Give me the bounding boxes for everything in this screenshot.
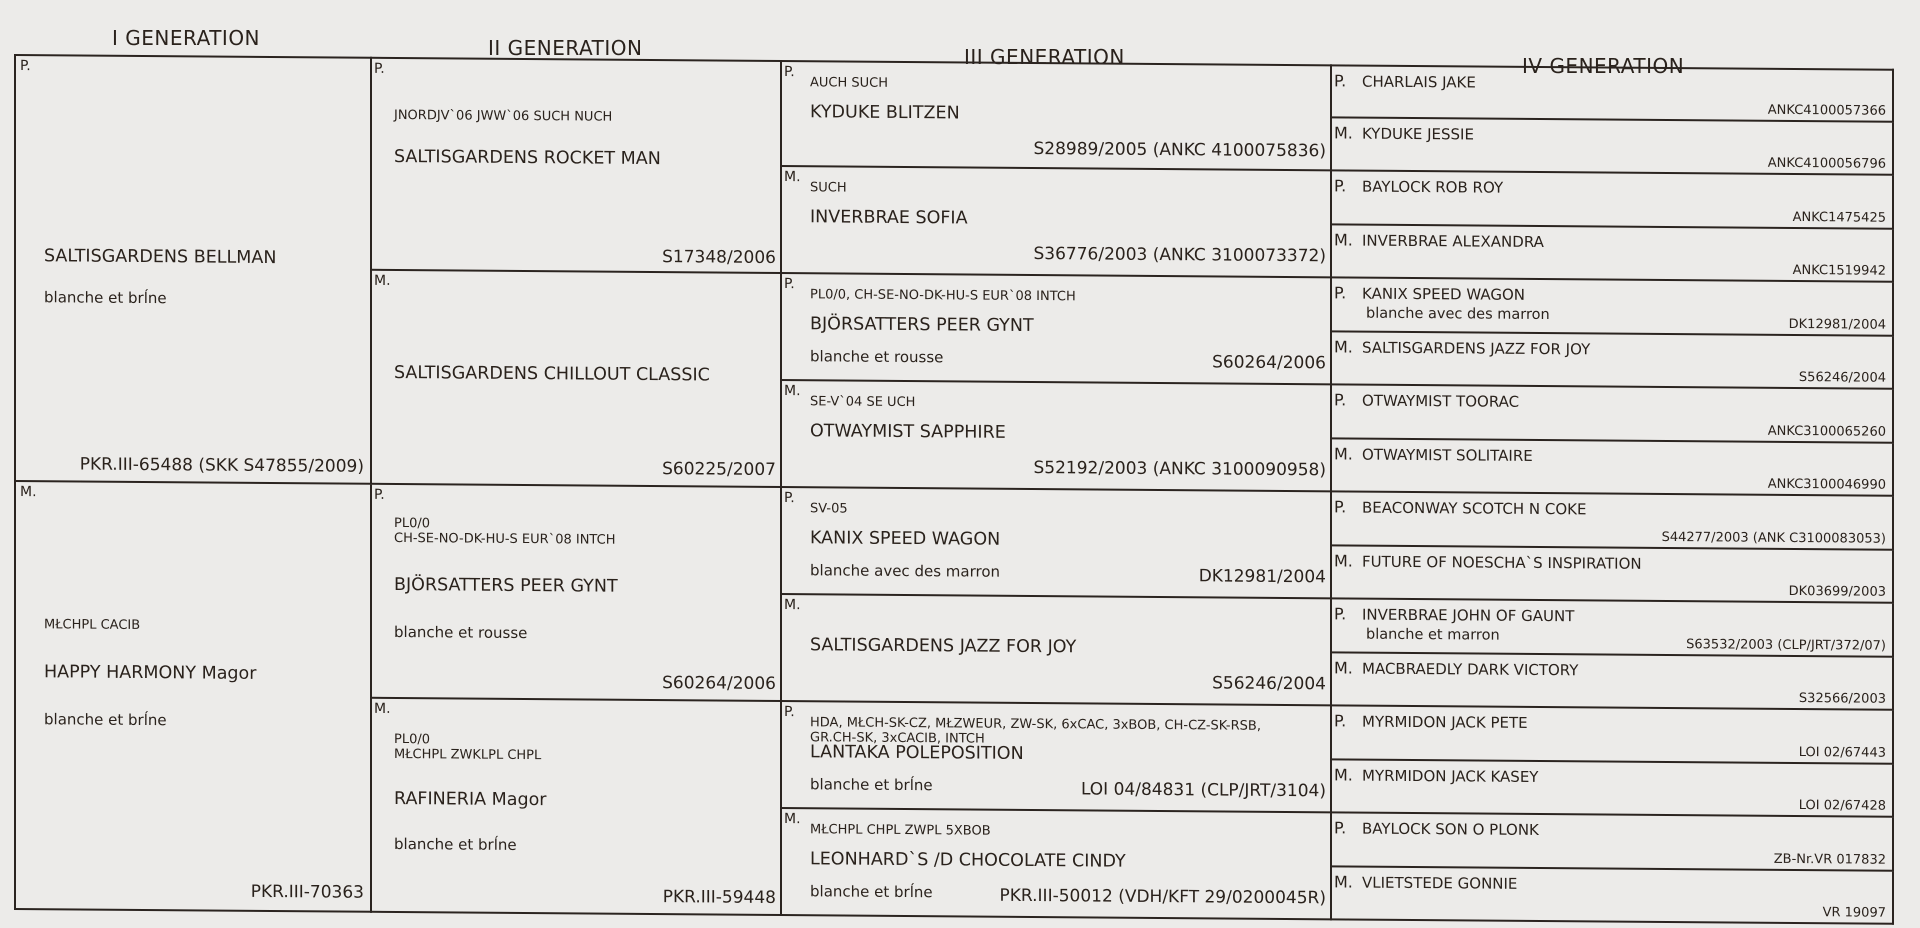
registration-number: DK12981/2004	[1198, 566, 1326, 588]
dog-name: FUTURE OF NOESCHA`S INSPIRATION	[1362, 552, 1642, 573]
coat-color: blanche et brĺne	[394, 834, 517, 854]
gen3-cell	[780, 595, 1332, 706]
registration-number: S44277/2003 (ANK C3100083053)	[1661, 529, 1886, 547]
registration-number: S28989/2005 (ANKC 4100075836)	[1033, 139, 1326, 162]
title-text: SE-V`04 SE UCH	[810, 394, 916, 411]
parent-marker: P.	[1334, 71, 1347, 91]
gen4-cell	[1330, 118, 1894, 176]
gen3-cell	[780, 702, 1332, 813]
coat-color: blanche avec des marron	[810, 561, 1001, 581]
coat-color: blanche et marron	[1366, 626, 1500, 644]
dog-name: SALTISGARDENS BELLMAN	[44, 246, 277, 269]
gen4-cell	[1330, 653, 1894, 711]
title-text: MŁCHPL CHPL ZWPL 5XBOB	[810, 822, 991, 839]
registration-number: ANKC4100057366	[1767, 102, 1886, 119]
registration-number: PKR.III-70363	[250, 881, 364, 903]
gen2-cell	[370, 485, 782, 702]
gen4-cell	[1330, 546, 1894, 604]
parent-marker: M.	[1334, 764, 1353, 785]
dog-name: CHARLAIS JAKE	[1362, 72, 1476, 92]
parent-marker: P.	[374, 486, 385, 503]
dog-name: INVERBRAE ALEXANDRA	[1362, 231, 1544, 251]
title-text: PL0/0, CH-SE-NO-DK-HU-S EUR`08 INTCH	[810, 287, 1076, 305]
gen3-cell	[780, 381, 1332, 492]
dog-name: VLIETSTEDE GONNIE	[1362, 873, 1518, 893]
registration-number: S52192/2003 (ANKC 3100090958)	[1033, 458, 1326, 481]
gen3-cell	[780, 488, 1332, 599]
header-generation-3: III GENERATION	[964, 45, 1125, 69]
gen4-cell	[1330, 278, 1894, 336]
dog-name: KANIX SPEED WAGON	[1362, 284, 1526, 304]
dog-name: INVERBRAE SOFIA	[810, 207, 968, 229]
parent-marker: M.	[1334, 336, 1353, 357]
registration-number: PKR.III-59448	[662, 887, 776, 908]
dog-name: BJÖRSATTERS PEER GYNT	[810, 314, 1034, 337]
registration-number: VR 19097	[1822, 905, 1886, 921]
parent-marker: M.	[20, 484, 37, 501]
parent-marker: M.	[784, 811, 801, 828]
gen4-cell	[1330, 225, 1894, 283]
parent-marker: M.	[1334, 122, 1353, 143]
registration-number: ZB-Nr.VR 017832	[1773, 851, 1886, 868]
dog-name: MACBRAEDLY DARK VICTORY	[1362, 659, 1579, 679]
parent-marker: P.	[784, 490, 795, 507]
registration-number: ANKC3100046990	[1767, 476, 1886, 493]
parent-marker: P.	[784, 64, 795, 81]
gen1-cell	[14, 54, 372, 485]
dog-name: BAYLOCK ROB ROY	[1362, 177, 1504, 197]
gen2-cell	[370, 57, 782, 274]
parent-marker: M.	[784, 383, 801, 400]
parent-marker: P.	[1334, 818, 1347, 838]
header-generation-2: II GENERATION	[488, 36, 643, 60]
parent-marker: P.	[20, 58, 31, 75]
title-text: AUCH SUCH	[810, 75, 889, 91]
gen3-cell	[780, 809, 1332, 920]
parent-marker: P.	[1334, 390, 1347, 410]
parent-marker: M.	[374, 700, 391, 717]
gen4-cell	[1330, 492, 1894, 550]
gen3-cell	[780, 60, 1332, 171]
parent-marker: M.	[1334, 443, 1353, 464]
gen4-cell	[1330, 599, 1894, 657]
gen4-cell	[1330, 332, 1894, 390]
dog-name: LANTAKA POLEPOSITION	[810, 742, 1024, 764]
title-text: JNORDJV`06 JWW`06 SUCH NUCH	[394, 107, 613, 125]
coat-color: blanche et rousse	[810, 347, 944, 367]
dog-name: RAFINERIA Magor	[394, 788, 547, 811]
registration-number: S56246/2004	[1212, 673, 1326, 695]
header-generation-1: I GENERATION	[112, 26, 261, 50]
dog-name: SALTISGARDENS JAZZ FOR JOY	[810, 635, 1077, 658]
registration-number: S36776/2003 (ANKC 3100073372)	[1033, 244, 1326, 267]
dog-name: OTWAYMIST SAPPHIRE	[810, 421, 1006, 443]
dog-name: MYRMIDON JACK KASEY	[1362, 766, 1539, 786]
parent-marker: M.	[784, 597, 801, 614]
dog-name: KYDUKE JESSIE	[1362, 124, 1474, 143]
registration-number: ANKC4100056796	[1767, 155, 1886, 172]
registration-number: S63532/2003 (CLP/JRT/372/07)	[1686, 636, 1886, 654]
registration-number: S56246/2004	[1798, 370, 1886, 386]
dog-name: INVERBRAE JOHN OF GAUNT	[1362, 605, 1575, 626]
gen4-cell	[1330, 439, 1894, 497]
parent-marker: M.	[1334, 229, 1353, 250]
pedigree-chart	[14, 54, 1894, 925]
parent-marker: M.	[1334, 550, 1353, 571]
parent-marker: P.	[1334, 176, 1347, 196]
coat-color: blanche et brĺne	[810, 882, 933, 902]
registration-number: ANKC3100065260	[1767, 423, 1886, 440]
coat-color: blanche et brĺne	[810, 775, 933, 795]
gen2-cell	[370, 271, 782, 488]
dog-name: KYDUKE BLITZEN	[810, 102, 960, 124]
registration-number: LOI 02/67443	[1798, 744, 1886, 761]
parent-marker: M.	[1334, 657, 1353, 678]
title-text: HDA, MŁCH-SK-CZ, MŁZWEUR, ZW-SK, 6xCAC, 3xBOB, CH-CZ-SK-RSB, GR.CH-SK, 3xCACIB, INTCH	[810, 715, 1261, 747]
gen4-cell	[1330, 813, 1894, 871]
gen4-cell	[1330, 706, 1894, 764]
dog-name: BAYLOCK SON O PLONK	[1362, 819, 1539, 839]
dog-name: OTWAYMIST TOORAC	[1362, 391, 1520, 411]
registration-number: DK12981/2004	[1788, 316, 1886, 333]
parent-marker: M.	[374, 272, 391, 289]
registration-number: S60225/2007	[662, 459, 776, 480]
registration-number: ANKC1475425	[1792, 209, 1886, 226]
parent-marker: P.	[1334, 283, 1347, 303]
title-text: PL0/0 MŁCHPL ZWKLPL CHPL	[394, 731, 542, 764]
title-text: SV-05	[810, 501, 848, 517]
registration-number: S60264/2006	[662, 673, 776, 694]
dog-name: SALTISGARDENS ROCKET MAN	[394, 146, 661, 170]
parent-marker: M.	[1334, 871, 1353, 892]
registration-number: S17348/2006	[662, 247, 776, 268]
registration-number: S32566/2003	[1798, 691, 1886, 707]
dog-name: MYRMIDON JACK PETE	[1362, 712, 1528, 732]
dog-name: LEONHARD`S /D CHOCOLATE CINDY	[810, 849, 1126, 872]
coat-color: blanche et brĺne	[44, 288, 167, 308]
registration-number: LOI 02/67428	[1798, 798, 1886, 814]
dog-name: OTWAYMIST SOLITAIRE	[1362, 445, 1533, 465]
registration-number: LOI 04/84831 (CLP/JRT/3104)	[1080, 779, 1326, 802]
title-text: SUCH	[810, 180, 847, 196]
coat-color: blanche et rousse	[394, 622, 528, 643]
dog-name: SALTISGARDENS CHILLOUT CLASSIC	[394, 362, 710, 386]
parent-marker: P.	[1334, 711, 1347, 731]
parent-marker: P.	[374, 60, 385, 77]
registration-number: PKR.III-65488 (SKK S47855/2009)	[79, 454, 364, 477]
gen4-cell	[1330, 867, 1894, 925]
coat-color: blanche et brĺne	[44, 710, 167, 730]
header-generation-4: IV GENERATION	[1522, 54, 1685, 78]
gen4-cell	[1330, 171, 1894, 229]
title-text: MŁCHPL CACIB	[44, 617, 141, 633]
parent-marker: M.	[784, 169, 801, 186]
registration-number: S60264/2006	[1212, 352, 1326, 374]
dog-name: KANIX SPEED WAGON	[810, 528, 1001, 550]
registration-number: DK03699/2003	[1788, 583, 1886, 600]
parent-marker: P.	[784, 704, 795, 721]
coat-color: blanche avec des marron	[1366, 305, 1550, 324]
parent-marker: P.	[1334, 497, 1347, 517]
gen3-cell	[780, 274, 1332, 385]
gen1-cell	[14, 482, 372, 913]
dog-name: SALTISGARDENS JAZZ FOR JOY	[1362, 338, 1591, 358]
gen3-cell	[780, 167, 1332, 278]
gen4-cell	[1330, 385, 1894, 443]
gen4-cell	[1330, 64, 1894, 122]
dog-name: HAPPY HARMONY Magor	[44, 662, 257, 684]
dog-name: BEACONWAY SCOTCH N COKE	[1362, 498, 1587, 519]
registration-number: PKR.III-50012 (VDH/KFT 29/0200045R)	[999, 885, 1326, 909]
gen4-cell	[1330, 760, 1894, 818]
registration-number: ANKC1519942	[1792, 262, 1886, 279]
gen2-cell	[370, 699, 782, 916]
dog-name: BJÖRSATTERS PEER GYNT	[394, 574, 618, 597]
parent-marker: P.	[784, 276, 795, 293]
title-text: PL0/0 CH-SE-NO-DK-HU-S EUR`08 INTCH	[394, 515, 616, 548]
parent-marker: P.	[1334, 604, 1347, 624]
